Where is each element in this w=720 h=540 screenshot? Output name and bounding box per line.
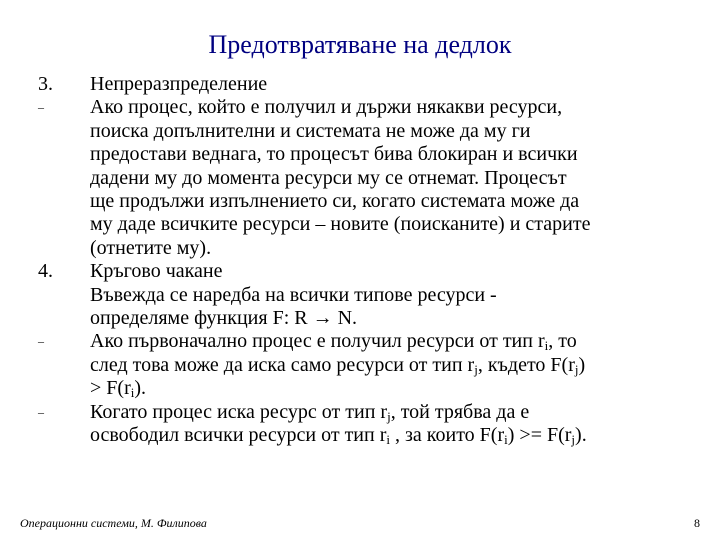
list-item	[38, 73, 698, 96]
dash-bullet: –	[38, 404, 44, 419]
slide-title: Предотвратяване на дедлок	[208, 30, 512, 59]
slide-content	[38, 73, 698, 448]
list-item	[38, 330, 698, 400]
footer-text: Операционни системи, М. Филипова	[20, 516, 207, 530]
list-item	[38, 260, 698, 283]
list-item	[38, 284, 698, 331]
list-number: 3.	[38, 73, 53, 95]
list-item-text: Въвежда се наредба на всички типове ресурси - определяме функция F: R → N.	[90, 283, 497, 330]
list-item-text: Ако първоначално процес е получил ресурси от тип $r_i$, то след това може да иска само ресурси от тип $r_j$, където $F(r_j)$ > $F(r_i)$.	[90, 330, 586, 401]
list-item-text: Непреразпределение	[90, 73, 268, 95]
list-item	[38, 401, 698, 448]
page-number: 8	[694, 516, 700, 530]
list-number: 4.	[38, 260, 53, 283]
list-item	[38, 96, 698, 260]
dash-bullet: –	[38, 100, 44, 115]
empty-marker	[38, 284, 90, 331]
list-item-text: Ако процес, който е получил и държи някакви ресурси, поиска допълнителни и системата не може да му ги предостави веднага, то процесът бива блокиран и всички дадени му до момента ресурси му се отнемат. Процесът ще продължи изпълнението си, когато системата може да му даде всичките ресурси – новите (поисканите) и старите (отнетите му).	[90, 96, 591, 259]
dash-bullet: –	[38, 334, 44, 349]
list-item-text: Кръгово чакане	[90, 260, 223, 283]
list-item-text: Когато процес иска ресурс от тип $r_j$, той трябва да е освободил всички ресурси от тип $r_i$ , за които $F(r_i) >= F(r_j)$.	[90, 400, 587, 448]
